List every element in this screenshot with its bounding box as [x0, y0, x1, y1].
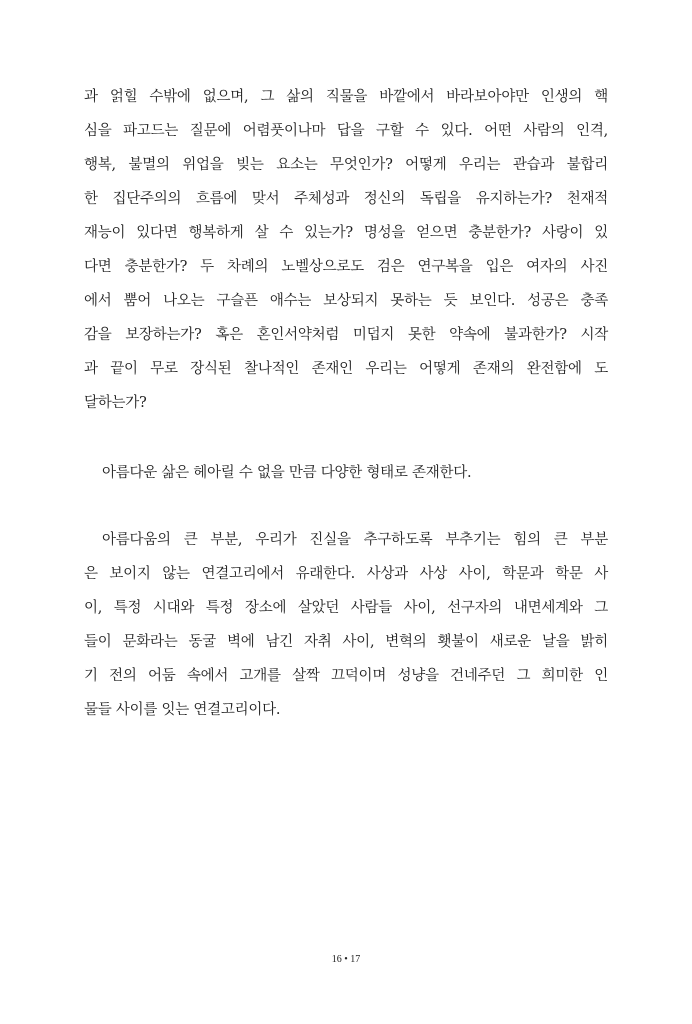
text-line: 들이 문화라는 동굴 벽에 남긴 자취 사이, 변혁의 횃불이 새로운 날을 밝히	[84, 634, 608, 650]
text-line: 기 전의 어둠 속에서 고개를 살짝 끄덕이며 성냥을 건네주던 그 희미한 인	[84, 668, 608, 684]
text-line: 행복, 불멸의 위업을 빚는 요소는 무엇인가? 어떻게 우리는 관습과 불합리	[84, 157, 608, 173]
text-line: 아름다움의 큰 부분, 우리가 진실을 추구하도록 부추기는 힘의 큰 부분	[102, 532, 608, 548]
paragraph-2	[84, 456, 608, 490]
paragraph-1	[84, 80, 608, 420]
text-line: 재능이 있다면 행복하게 살 수 있는가? 명성을 얻으면 충분한가? 사랑이 있	[84, 225, 608, 241]
text-line: 은 보이지 않는 연결고리에서 유래한다. 사상과 사상 사이, 학문과 학문 사	[84, 566, 608, 582]
text-line: 달하는가?	[84, 395, 147, 411]
text-line: 과 끝이 무로 장식된 찰나적인 존재인 우리는 어떻게 존재의 완전함에 도	[84, 361, 608, 377]
text-line: 이, 특정 시대와 특정 장소에 살았던 사람들 사이, 선구자의 내면세계와 그	[84, 600, 608, 616]
text-line: 감을 보장하는가? 혹은 혼인서약처럼 미덥지 못한 약속에 불과한가? 시작	[84, 327, 608, 343]
text-line: 아름다운 삶은 헤아릴 수 없을 만큼 다양한 형태로 존재한다.	[102, 465, 472, 481]
text-line: 물들 사이를 잇는 연결고리이다.	[84, 702, 281, 718]
text-line: 심을 파고드는 질문에 어렴풋이나마 답을 구할 수 있다. 어떤 사람의 인격,	[84, 123, 608, 139]
text-line: 다면 충분한가? 두 차례의 노벨상으로도 검은 연구복을 입은 여자의 사진	[84, 259, 608, 275]
text-line: 과 얽힐 수밖에 없으며, 그 삶의 직물을 바깥에서 바라보아야만 인생의 핵	[84, 89, 608, 105]
text-line: 한 집단주의의 흐름에 맞서 주체성과 정신의 독립을 유지하는가? 천재적	[84, 191, 608, 207]
text-line: 에서 뿜어 나오는 구슬픈 애수는 보상되지 못하는 듯 보인다. 성공은 충족	[84, 293, 608, 309]
paragraph-3	[84, 523, 608, 727]
page-number: 16 • 17	[331, 954, 361, 965]
